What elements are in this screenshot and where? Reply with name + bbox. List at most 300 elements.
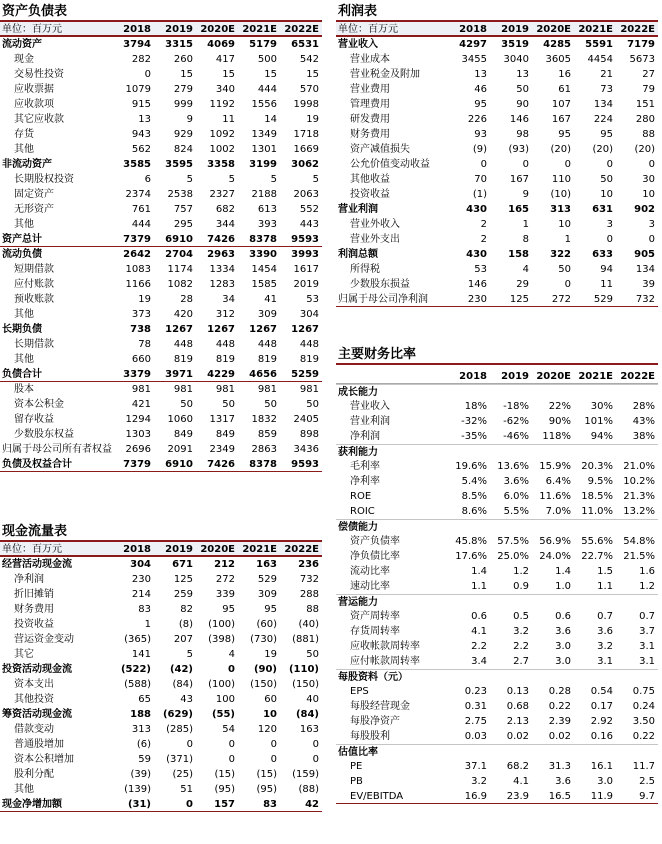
cell-value: 0 [522,159,529,170]
cell-value: 0.02 [548,731,571,742]
cell-value: 107 [551,99,571,110]
year-header: 2022E [620,24,655,35]
cell-value: 61 [558,84,571,95]
table-row [336,504,658,519]
row-label: 其他收益 [350,174,390,185]
cell-value: 4.1 [471,626,487,637]
cell-value: 5 [186,174,193,185]
cell-value: 2.75 [464,716,487,727]
cell-value: 313 [131,724,151,735]
cell-value: 31.3 [548,761,571,772]
cell-value: 120 [257,724,277,735]
cell-value: 5259 [291,369,319,380]
cell-value [616,520,658,534]
table-row [336,639,658,654]
cell-value: 373 [131,309,151,320]
cell-value: (100) [208,679,235,690]
cell-value: (39) [130,769,151,780]
cell-value: 2.39 [548,716,571,727]
cell-value: 88 [642,129,655,140]
cell-value: 4454 [587,54,613,65]
table-row [0,232,322,247]
cell-value: 0 [480,159,487,170]
cell-value: 738 [130,324,151,335]
cell-value: 14 [264,114,277,125]
cell-value: 1092 [209,129,235,140]
row-label: 管理费用 [350,99,390,110]
cell-value: 83 [138,604,151,615]
cell-value: 1.5 [597,566,613,577]
table-row [336,127,658,142]
cell-value: 2.5 [639,776,655,787]
cell-value [616,745,658,759]
table-row [336,549,658,564]
row-label: 营业费用 [350,84,390,95]
table-row [336,247,658,262]
cell-value: 226 [467,114,487,125]
row-label: 每股资料（元） [338,672,408,683]
cell-value: 981 [131,384,151,395]
cell-value: 5.4% [461,476,487,487]
cell-value: 43% [632,416,655,427]
table-row [336,444,658,459]
cell-value: 0.17 [590,701,613,712]
cell-value: 95 [264,604,277,615]
cell-value: 25.0% [497,551,529,562]
cell-value: 11 [222,114,235,125]
cell-value: 10 [558,219,571,230]
table-row [0,37,322,52]
table-row [336,217,658,232]
row-label: 折旧摊销 [14,589,54,600]
cell-value: 1669 [293,144,319,155]
cashflow-panel [0,522,322,812]
row-label: 流动资产 [2,39,42,50]
cell-value: 21 [600,69,613,80]
cell-value: 448 [257,339,277,350]
cell-value: 3.6 [555,776,571,787]
cell-value: 15 [222,69,235,80]
cell-value: 212 [214,559,235,570]
table-row [336,654,658,669]
cell-value: 3358 [207,159,235,170]
cell-value [574,745,616,759]
row-label: 净负债比率 [350,551,400,562]
row-label: 营业外收入 [350,219,400,230]
cell-value: 1294 [125,414,151,425]
year-header: 2019 [501,371,529,382]
cell-value: 13.2% [623,506,655,517]
cell-value: 3.1 [639,656,655,667]
row-label: EPS [350,686,369,697]
cell-value: 0.68 [506,701,529,712]
cell-value: 0.03 [464,731,487,742]
cell-value: 421 [131,399,151,410]
table-row [0,187,322,202]
cell-value: 27 [642,69,655,80]
cell-value: 3 [606,219,613,230]
cell-value: 4656 [249,369,277,380]
cell-value: 915 [131,99,151,110]
table-row [336,292,658,307]
cell-value: 28% [632,401,655,412]
cell-value: 98 [516,129,529,140]
row-label: 留存收益 [14,414,54,425]
cell-value: 57.5% [497,536,529,547]
cell-value: 671 [172,559,193,570]
row-label: 其他 [14,309,34,320]
cell-value: 8 [522,234,529,245]
cell-value: (588) [124,679,151,690]
cell-value: (1) [472,189,487,200]
row-label: 成长能力 [338,387,378,398]
cell-value [574,445,616,459]
cell-value: 259 [173,589,193,600]
ratios-header [336,369,658,384]
cell-value: 7426 [207,459,235,470]
cell-value: 2.2 [471,641,487,652]
table-row [0,112,322,127]
cell-value: 3794 [123,39,151,50]
cell-value: 6910 [165,459,193,470]
cell-value: 11.0% [581,506,613,517]
table-row [0,797,322,812]
cell-value: 824 [173,144,193,155]
cell-value: 260 [173,54,193,65]
cell-value: 83 [263,799,277,810]
table-row [336,534,658,549]
cell-value: 0 [270,754,277,765]
cell-value: 15 [264,69,277,80]
row-label: 预收账款 [14,294,54,305]
cell-value: 280 [635,114,655,125]
cell-value: (20) [592,144,613,155]
cell-value: 18% [464,401,487,412]
cell-value: 4 [228,649,235,660]
cell-value: 95 [474,99,487,110]
row-label: 负债及权益合计 [2,459,72,470]
cell-value: 3971 [165,369,193,380]
cell-value [574,520,616,534]
cell-value [490,445,532,459]
cell-value: 0 [186,739,193,750]
table-row [336,82,658,97]
cell-value: (159) [292,769,319,780]
cell-value: 53 [306,294,319,305]
cell-value: 929 [173,129,193,140]
table-row [0,52,322,67]
cell-value: 1283 [209,279,235,290]
cell-value: -62% [503,416,529,427]
cell-value: 79 [642,84,655,95]
cell-value: 0 [648,234,655,245]
cell-value: 3.0 [555,641,571,652]
cell-value: 5673 [629,54,655,65]
cell-value: (93) [508,144,529,155]
row-label: 非流动资产 [2,159,52,170]
cell-value: 19.6% [455,461,487,472]
cell-value: 1556 [251,99,277,110]
year-header: 2020E [200,24,235,35]
cell-value: 1.1 [597,581,613,592]
cell-value: 1.0 [555,581,571,592]
row-label: 应收帐款周转率 [350,641,420,652]
year-header: 2022E [284,24,319,35]
cell-value: 2.7 [513,656,529,667]
cell-value: 0 [648,159,655,170]
table-row [0,602,322,617]
cell-value: 30% [590,401,613,412]
row-label: 借款变动 [14,724,54,735]
income-statement-header [336,22,658,37]
cell-value: 157 [214,799,235,810]
table-row [0,172,322,187]
cell-value: 0.54 [590,686,613,697]
cell-value: 1079 [125,84,151,95]
table-row [336,414,658,429]
row-label: 投资收益 [14,619,54,630]
cell-value: 613 [257,204,277,215]
cell-value: 849 [215,429,235,440]
cell-value: 60 [264,694,277,705]
cell-value: 5591 [585,39,613,50]
cell-value: 3.0 [597,776,613,787]
cell-value: -35% [461,431,487,442]
cell-value: 0 [144,69,151,80]
cell-value: 3.2 [597,641,613,652]
cell-value: (730) [250,634,277,645]
cell-value: 552 [299,204,319,215]
year-header: 2019 [165,24,193,35]
row-label: EV/EBITDA [350,791,404,802]
row-label: 净利润 [14,574,44,585]
cell-value [532,745,574,759]
cell-value: 0.5 [513,611,529,622]
cell-value [574,670,616,684]
table-row [336,489,658,504]
cell-value: 0.7 [639,611,655,622]
year-header: 2022E [620,371,655,382]
cell-value: (522) [120,664,151,675]
cell-value [490,670,532,684]
cell-value: 7379 [123,459,151,470]
row-label: 应收款项 [14,99,54,110]
cell-value [532,670,574,684]
cell-value: (25) [172,769,193,780]
cell-value: 134 [635,264,655,275]
cell-value [448,385,490,399]
cell-value: 819 [257,354,277,365]
table-row [336,624,658,639]
row-label: 营业收入 [350,401,390,412]
cell-value: 1334 [209,264,235,275]
row-label: 净利率 [350,476,380,487]
cell-value: 3595 [165,159,193,170]
table-row [336,759,658,774]
cell-value: (60) [256,619,277,630]
cell-value: 59 [138,754,151,765]
balance-sheet-header [0,22,322,37]
cell-value [490,520,532,534]
row-label: 估值比率 [338,747,378,758]
cell-value: (95) [256,784,277,795]
cell-value: 13 [474,69,487,80]
cell-value: 819 [173,354,193,365]
cell-value: 2374 [125,189,151,200]
cell-value [448,595,490,609]
cell-value: 981 [257,384,277,395]
cell-value: 1998 [293,99,319,110]
cell-value: 165 [508,204,529,215]
cell-value: 9.7 [639,791,655,802]
cell-value: 23.9 [506,791,529,802]
cell-value: (15) [214,769,235,780]
year-header: 2018 [123,24,151,35]
table-row [0,322,322,337]
cell-value: 5179 [249,39,277,50]
cell-value: 3040 [503,54,529,65]
table-row [0,647,322,662]
cell-value: 3993 [291,249,319,260]
cell-value: 5 [228,174,235,185]
row-label: 短期借款 [14,264,54,275]
cell-value: 631 [592,204,613,215]
cell-value: 981 [299,384,319,395]
cell-value: 0.6 [555,611,571,622]
cell-value: 3390 [249,249,277,260]
table-row [336,112,658,127]
cell-value: (88) [298,784,319,795]
table-row [0,142,322,157]
cell-value: 9.5% [587,476,613,487]
cell-value: 90 [516,99,529,110]
cell-value: 41 [264,294,277,305]
table-row [336,142,658,157]
cell-value: 118% [542,431,571,442]
row-label: 研发费用 [350,114,390,125]
ratios-body [336,384,658,804]
cell-value: 11.7 [632,761,655,772]
cell-value: 3.2 [513,626,529,637]
cell-value: 16.1 [590,761,613,772]
cell-value: 21.5% [623,551,655,562]
table-row [0,337,322,352]
cell-value: 101% [584,416,613,427]
cell-value: 15.9% [539,461,571,472]
cell-value: 0.22 [632,731,655,742]
cell-value: 819 [215,354,235,365]
cell-value: (371) [166,754,193,765]
cell-value: 9 [186,114,193,125]
cell-value: 167 [509,174,529,185]
cell-value: 1267 [165,324,193,335]
cell-value: 50 [600,174,613,185]
cashflow-title: 现金流量表 [0,522,322,542]
cell-value: 1317 [209,414,235,425]
row-label: 存货周转率 [350,626,400,637]
cell-value: 93 [474,129,487,140]
table-row [336,744,658,759]
table-row [0,692,322,707]
cell-value: 0.02 [506,731,529,742]
cell-value: 0 [228,664,235,675]
cell-value: 100 [215,694,235,705]
table-row [336,262,658,277]
row-label: 净利润 [350,431,380,442]
cell-value: 82 [180,604,193,615]
cell-value: 0 [228,754,235,765]
row-label: 应收票据 [14,84,54,95]
row-label: 营业成本 [350,54,390,65]
row-label: 普通股增加 [14,739,64,750]
cell-value: 1617 [293,264,319,275]
cell-value: 282 [131,54,151,65]
cell-value: 3455 [461,54,487,65]
cell-value: 4 [522,264,529,275]
cell-value: 88 [306,604,319,615]
table-row [0,217,322,232]
cell-value: 430 [466,249,487,260]
table-row [0,617,322,632]
row-label: 归属于母公司净利润 [338,294,428,305]
year-header: 2020E [536,24,571,35]
cell-value: 2538 [167,189,193,200]
table-row [336,774,658,789]
cell-value: 1166 [125,279,151,290]
cell-value: 1718 [293,129,319,140]
cell-value: 0.28 [548,686,571,697]
cell-value: 420 [173,309,193,320]
cell-value: 3585 [123,159,151,170]
cell-value [574,385,616,399]
table-row [336,789,658,804]
table-row [0,157,322,172]
cell-value: 1.4 [471,566,487,577]
row-label: 固定资产 [14,189,54,200]
cell-value: 0.31 [464,701,487,712]
table-row [336,97,658,112]
cell-value: 1267 [291,324,319,335]
cell-value: 430 [466,204,487,215]
cell-value: 3.6 [555,626,571,637]
cell-value: 188 [130,709,151,720]
cell-value: (31) [127,799,151,810]
cell-value: 50 [180,399,193,410]
cell-value [532,520,574,534]
income-statement-panel [336,2,658,307]
cell-value: 5.5% [503,506,529,517]
cell-value: (84) [172,679,193,690]
balance-sheet-title: 资产负债表 [0,2,322,22]
row-label: 其他 [14,784,34,795]
row-label: 交易性投资 [14,69,64,80]
cell-value [532,385,574,399]
cell-value: 42 [305,799,319,810]
cell-value: 20.3% [581,461,613,472]
row-label: 流动负债 [2,249,42,260]
table-row [336,52,658,67]
cell-value: 1349 [251,129,277,140]
cell-value [574,595,616,609]
balance-sheet-panel [0,2,322,472]
table-row [0,767,322,782]
cell-value: 1585 [251,279,277,290]
cell-value: 529 [257,574,277,585]
table-row [336,459,658,474]
cell-value: 50 [558,264,571,275]
cell-value: 3199 [249,159,277,170]
cell-value: 28 [180,294,193,305]
